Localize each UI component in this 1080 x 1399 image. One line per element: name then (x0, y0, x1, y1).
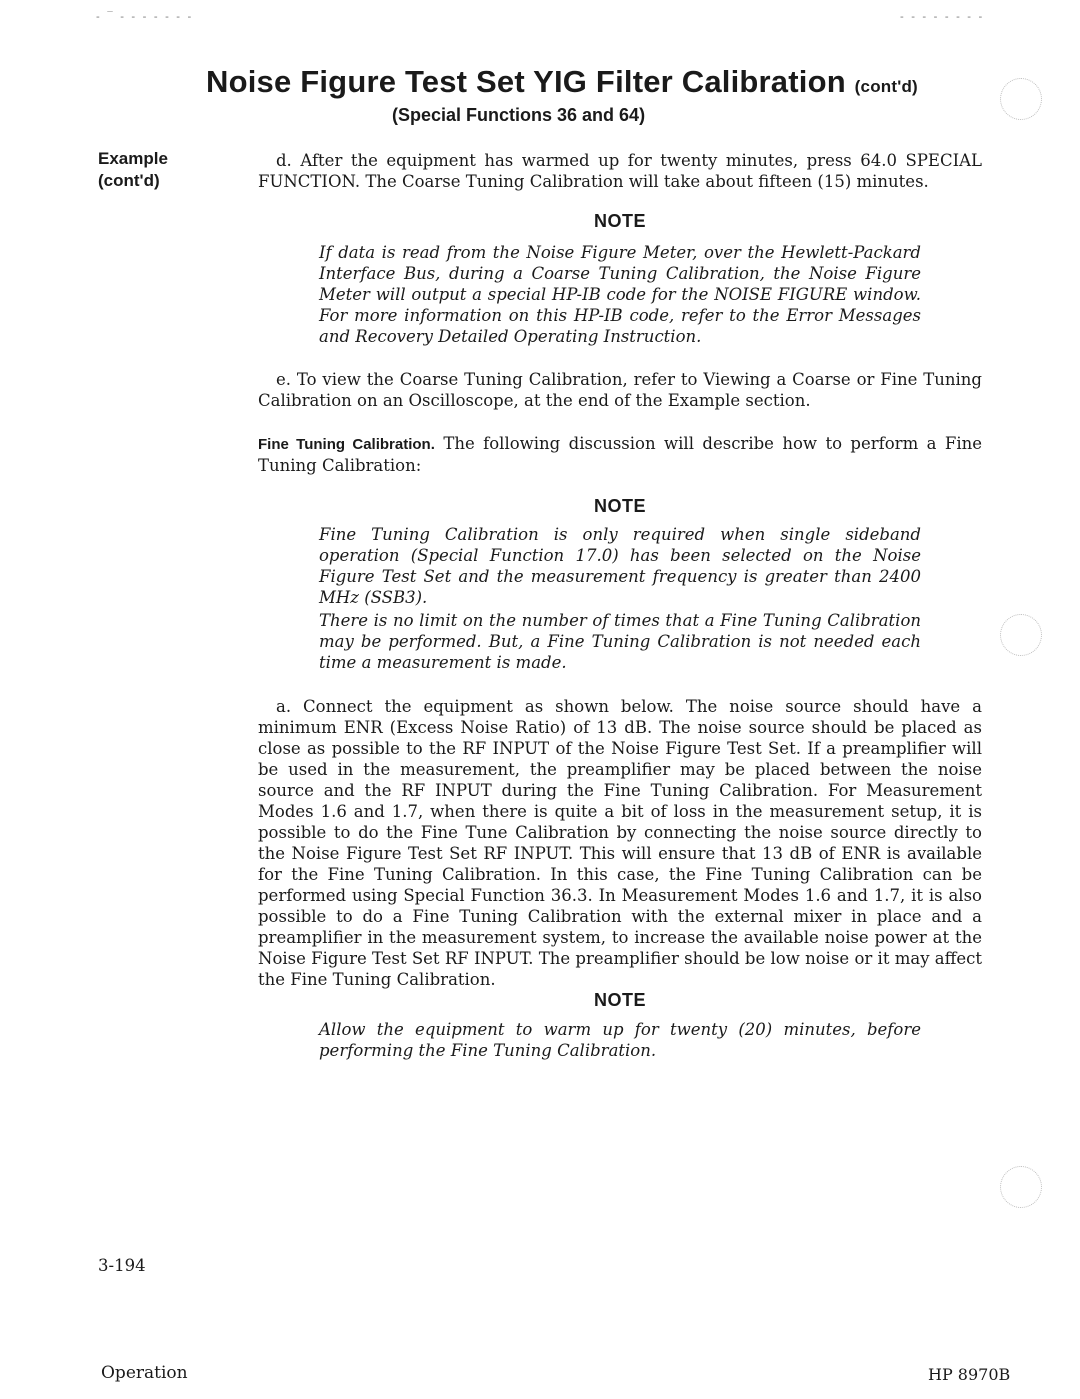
footer-model: HP 8970B (928, 1365, 1011, 1384)
punch-hole-middle (1000, 614, 1042, 656)
punch-hole-top (1000, 78, 1042, 120)
note-2-text-2: There is no limit on the number of times that a Fine Tuning Calibration may be performed. But, a Fine Tuning Calibration is not needed each time a measurement is made. (319, 611, 921, 672)
fine-tuning-paragraph (258, 433, 982, 476)
header-left-mark: - ‾ - - - - - - - (96, 10, 194, 23)
side-heading-line2: (cont'd) (98, 171, 160, 190)
fine-tuning-text: The following discussion will describe how to perform a Fine Tuning Calibration: (258, 434, 982, 475)
note-2-text-1: Fine Tuning Calibration is only required when single sideband operation (Special Function 17.0) has been selected on the Noise Figure Test Set and the measurement frequency is greater than 2400 MHz (SSB3). (319, 525, 921, 607)
note-1-text: If data is read from the Noise Figure Meter, over the Hewlett-Packard Interface Bus, during a Coarse Tuning Calibration, the Noise Figure Meter will output a special HP-IB code for the NOISE FIGURE window. For more information on this HP-IB code, refer to the Error Messages and Recovery Detailed Operating Instruction. (319, 243, 921, 346)
side-heading-line1: Example (98, 149, 168, 168)
side-heading (98, 148, 168, 192)
page-number: 3-194 (98, 1256, 146, 1275)
footer-section: Operation (101, 1363, 188, 1383)
step-a: a. Connect the equipment as shown below. The noise source should have a minimum ENR (Excess Noise Ratio) of 13 dB. The noise source should be placed as close as possible to the RF INPUT of the Noise Figure Test Set. If a preamplifier will be used in the measurement, the preamplifier may be placed between the noise source and the RF INPUT during the Fine Tuning Calibration. For Measurement Modes 1.6 and 1.7, when there is quite a bit of loss in the measurement setup, it is possible to do the Fine Tune Calibration by connecting the noise source directly to the Noise Figure Test Set RF INPUT. This will ensure that 13 dB of ENR is available for the Fine Tuning Calibration. In this case, the Fine Tuning Calibration can be performed using Special Function 36.3. In Measurement Modes 1.6 and 1.7, it is also possible to do a Fine Tuning Calibration with the external mixer in place and a preamplifier in the measurement system, to increase the available noise power at the Noise Figure Test Set RF INPUT. The preamplifier should be low noise or it may affect the Fine Tuning Calibration. (258, 697, 982, 989)
page-title-main: Noise Figure Test Set YIG Filter Calibration (206, 64, 846, 99)
punch-hole-bottom (1000, 1166, 1042, 1208)
page-subtitle: (Special Functions 36 and 64) (392, 105, 646, 125)
note-3-text: Allow the equipment to warm up for twenty (20) minutes, before performing the Fine Tuning Calibration. (319, 1020, 921, 1060)
fine-tuning-heading: Fine Tuning Calibration. (258, 436, 435, 453)
note-1-heading: NOTE (593, 211, 646, 231)
note-2-heading: NOTE (593, 496, 646, 516)
step-e: e. To view the Coarse Tuning Calibration, refer to Viewing a Coarse or Fine Tuning Calibration on an Oscilloscope, at the end of the Example section. (258, 370, 982, 410)
note-3-heading: NOTE (593, 990, 646, 1010)
header-right-mark: - - - - - - - - (900, 10, 985, 23)
page-title (206, 64, 918, 100)
step-d: d. After the equipment has warmed up for twenty minutes, press 64.0 SPECIAL FUNCTION. The Coarse Tuning Calibration will take about fifteen (15) minutes. (258, 151, 982, 191)
page-title-contd: (cont'd) (854, 77, 918, 96)
